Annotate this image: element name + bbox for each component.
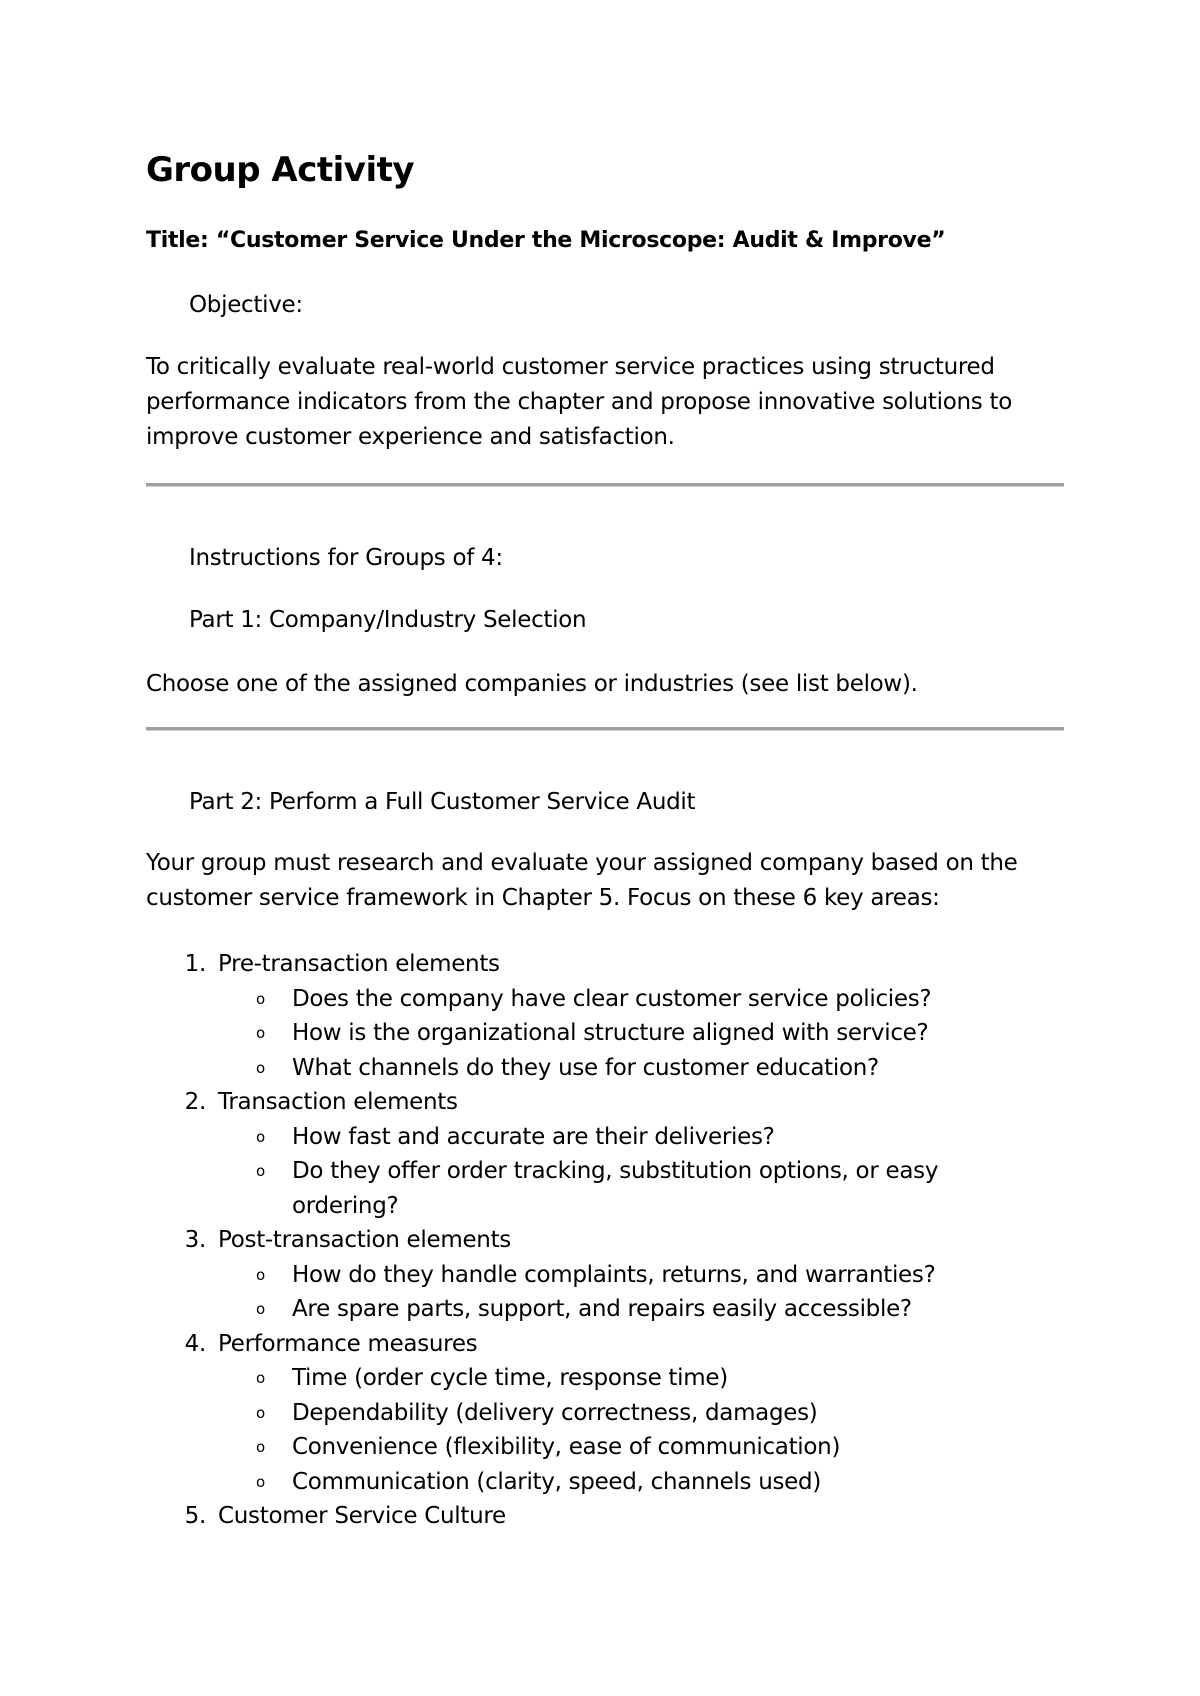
document-heading: Group Activity (146, 150, 415, 190)
circle-bullet-icon: o (256, 1438, 265, 1456)
sub-list-item (146, 1016, 1106, 1051)
list-item (146, 1223, 1106, 1258)
circle-bullet-icon: o (256, 1024, 265, 1042)
circle-bullet-icon: o (256, 1162, 265, 1180)
circle-bullet-icon: o (256, 1265, 265, 1284)
sub-list-item (146, 1051, 1106, 1086)
list-item-label: Pre-transaction elements (218, 951, 500, 977)
list-item-number: 2. (184, 1089, 206, 1115)
sub-list-item (146, 1154, 1106, 1223)
sub-list-item (146, 1292, 1106, 1327)
sub-list-item (146, 1396, 1106, 1431)
circle-bullet-icon: o (256, 989, 265, 1008)
sub-list-item (146, 1465, 1106, 1500)
circle-bullet-icon: o (256, 1369, 265, 1387)
objective-label: Objective: (189, 292, 303, 318)
sub-list-item (146, 982, 1106, 1017)
list-item (146, 1499, 1106, 1534)
sub-list-item (146, 1258, 1106, 1293)
horizontal-divider (146, 727, 1064, 731)
list-item-label: Performance measures (218, 1330, 478, 1357)
sub-list-item-text: Do they offer order tracking, substitution options, or easy ordering? (292, 1158, 939, 1219)
sub-list-item-text: Convenience (flexibility, ease of communication) (292, 1434, 841, 1460)
sub-list-item (146, 1120, 1106, 1155)
sub-list-item-text: What channels do they use for customer education? (292, 1054, 879, 1081)
circle-bullet-icon: o (256, 1127, 265, 1146)
sub-list-item-text: Time (order cycle time, response time) (292, 1365, 728, 1391)
sub-list-item-text: Are spare parts, support, and repairs easily accessible? (292, 1296, 912, 1322)
list-item-number: 4. (184, 1330, 206, 1357)
sub-list-item-text: Dependability (delivery correctness, damages) (292, 1399, 818, 1426)
circle-bullet-icon: o (256, 1300, 265, 1318)
part1-label: Part 1: Company/Industry Selection (189, 607, 587, 633)
list-item-label: Post-transaction elements (218, 1227, 511, 1253)
part1-text: Choose one of the assigned companies or industries (see list below). (146, 671, 918, 697)
objective-text: To critically evaluate real-world customer service practices using structured performance indicators from the chapter and propose innovative solutions to improve customer experience and satisfaction. (146, 354, 1012, 450)
key-areas-list (146, 947, 1106, 1534)
sub-list-item (146, 1361, 1106, 1396)
sub-list-item-text: How fast and accurate are their deliveries? (292, 1123, 775, 1150)
sub-list-item-text: How is the organizational structure aligned with service? (292, 1020, 929, 1046)
list-item-label: Transaction elements (218, 1089, 458, 1115)
activity-title: Title: “Customer Service Under the Microscope: Audit & Improve” (146, 228, 946, 253)
circle-bullet-icon: o (256, 1403, 265, 1422)
part2-text: Your group must research and evaluate your assigned company based on the customer service framework in Chapter 5. Focus on these 6 key areas: (146, 850, 1018, 911)
instructions-label: Instructions for Groups of 4: (189, 545, 503, 571)
sub-list-item-text: Communication (clarity, speed, channels used) (292, 1468, 821, 1495)
list-item-number: 3. (184, 1227, 206, 1253)
list-item-number: 1. (184, 951, 206, 977)
circle-bullet-icon: o (256, 1058, 265, 1077)
part2-label: Part 2: Perform a Full Customer Service Audit (189, 789, 696, 815)
sub-list-item-text: Does the company have clear customer service policies? (292, 985, 932, 1012)
horizontal-divider (146, 483, 1064, 487)
sub-list-item-text: How do they handle complaints, returns, and warranties? (292, 1261, 936, 1288)
list-item (146, 1085, 1106, 1120)
list-item-label: Customer Service Culture (218, 1503, 506, 1529)
list-item (146, 947, 1106, 982)
list-item (146, 1327, 1106, 1362)
list-item-number: 5. (184, 1503, 206, 1529)
sub-list-item (146, 1430, 1106, 1465)
circle-bullet-icon: o (256, 1472, 265, 1491)
